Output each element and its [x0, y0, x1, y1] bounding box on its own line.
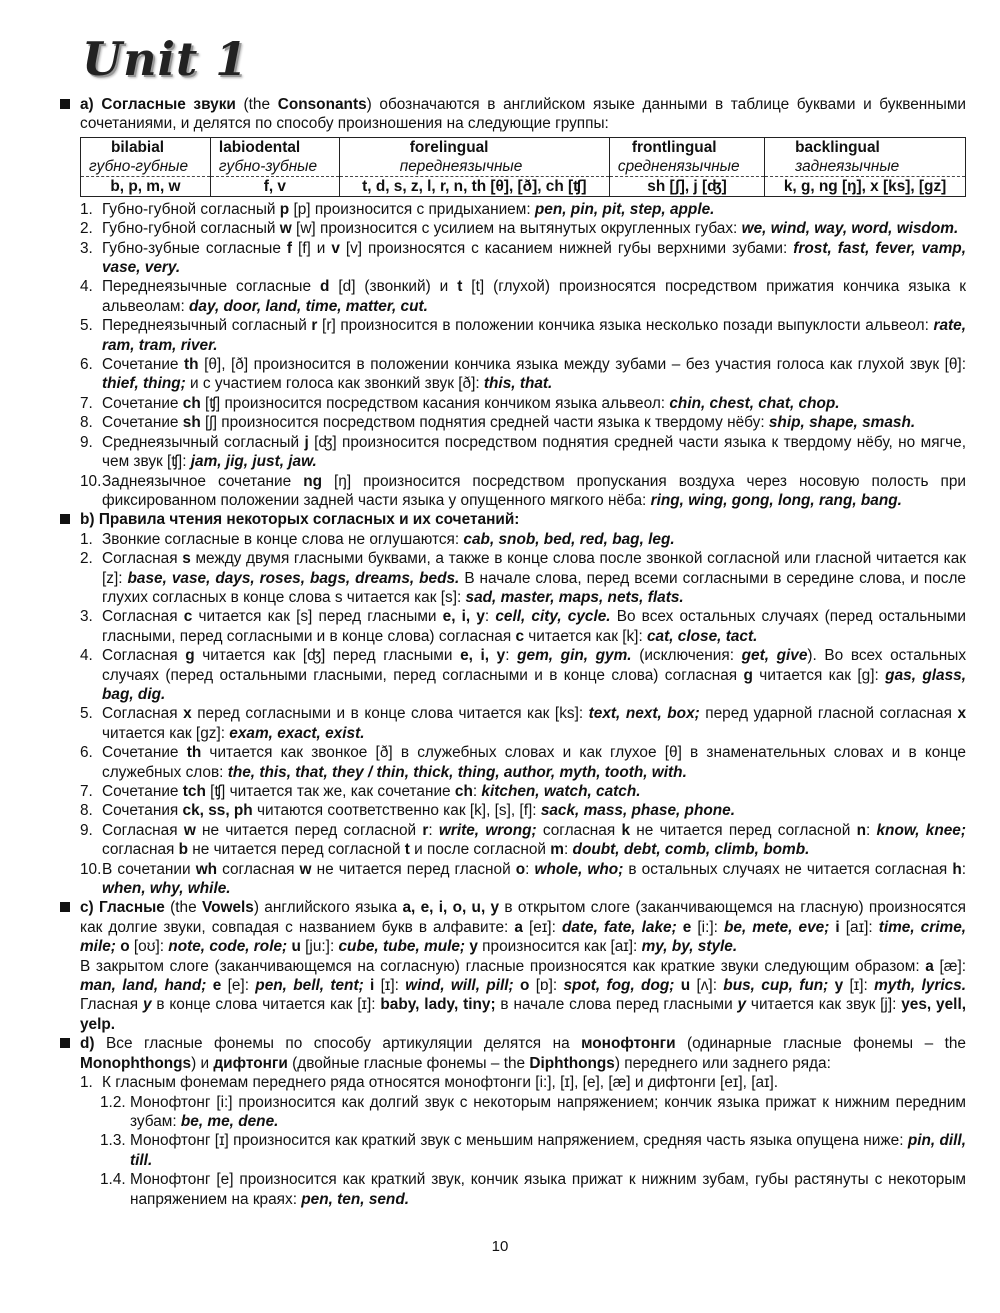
section-a-list	[60, 200, 966, 511]
item-text: :	[525, 860, 535, 878]
example-words: y	[737, 996, 747, 1014]
bullet-square-icon	[60, 902, 70, 912]
example-words: ship, shape, smash.	[768, 414, 916, 432]
table-cell: губно-губные	[81, 157, 211, 177]
example-words: when, why, while.	[102, 880, 231, 898]
item-text: [w] произносится с усилием на вытянутых округленных губах:	[291, 220, 742, 238]
example-words: sack, mass, phase, phone.	[540, 802, 735, 820]
example-words: myth, lyrics.	[874, 977, 966, 995]
letter: e, i, y	[442, 608, 485, 626]
list-item	[60, 530, 966, 549]
table-header: labiodental	[210, 137, 339, 157]
item-text: не читается перед согласной	[630, 821, 857, 839]
letter: ch	[182, 394, 201, 412]
item-text: Сочетание	[102, 783, 183, 800]
letter: g	[743, 666, 753, 684]
item-text: :	[961, 860, 966, 878]
example-words: cat, close, tact.	[647, 627, 758, 645]
example-words: we, wind, way, word, wisdom.	[741, 220, 959, 238]
item-text: [v] произносятся с касанием нижней губы верхними зубами:	[339, 239, 794, 257]
table-header: frontlingual	[609, 137, 764, 157]
item-text: Сочетание	[102, 414, 183, 432]
item-text: Согласная	[102, 550, 183, 568]
text: (the	[235, 96, 278, 113]
section-c	[60, 898, 966, 956]
letter: th	[184, 356, 199, 374]
letter: k	[621, 821, 631, 839]
letter: w	[299, 860, 312, 878]
item-text: [i:]:	[691, 918, 724, 936]
item-text: согласная	[217, 860, 300, 878]
letter: o	[520, 977, 530, 995]
item-text: (двойные гласные фонемы – the	[287, 1054, 530, 1072]
item-number: 6.	[80, 744, 93, 762]
example-words: y	[142, 996, 152, 1014]
item-number: 4.	[80, 278, 93, 296]
letter: yes, yell, yelp.	[80, 996, 966, 1033]
section-b-label: b)	[80, 511, 95, 529]
list-item	[60, 801, 966, 820]
item-text: Сочетание	[102, 394, 183, 412]
letter: Гласные	[98, 899, 165, 917]
example-words: this, that.	[483, 375, 553, 393]
letter: u	[680, 977, 691, 995]
example-words: chin, chest, chat, chop.	[669, 394, 840, 412]
table-cell: f, v	[210, 176, 339, 196]
example-words: my, by, style.	[641, 938, 738, 956]
example-words: gem, gin, gym.	[517, 647, 632, 665]
item-text: [f] и	[291, 239, 332, 257]
item-text: Монофтонг [e] произносится как краткий звук, кончик языка прижат к нижним зубам, губы растянуты с некоторым напряжением на краях:	[130, 1171, 966, 1208]
letter: b	[178, 841, 189, 859]
letter: w	[279, 220, 292, 238]
letter: n	[856, 821, 866, 839]
content	[60, 95, 966, 1209]
letter: g	[185, 647, 195, 665]
letter: Monophthongs	[80, 1054, 192, 1072]
list-item	[60, 821, 966, 860]
item-text: В закрытом слоге (заканчивающемся на согласную) гласные произносятся как краткие звуки следующим образом:	[80, 957, 926, 975]
item-text: К гласным фонемам переднего ряда относятся монофтонги [i:], [ɪ], [e], [æ] и дифтонги [eɪ], [aɪ].	[102, 1074, 779, 1092]
term-consonants: Consonants	[277, 96, 367, 113]
item-text: :	[865, 821, 877, 839]
letter: i	[835, 918, 840, 936]
item-text: [ʧ] читается так же, как сочетание	[205, 783, 455, 800]
list-item	[60, 549, 966, 607]
letter: t	[404, 841, 410, 859]
item-text: Согласная	[102, 821, 184, 839]
letter: j	[304, 433, 309, 451]
letter: t	[457, 278, 463, 296]
item-number: 1.3.	[100, 1132, 126, 1150]
example-words: write, wrong;	[438, 821, 537, 839]
item-text: :	[472, 783, 482, 800]
list-item	[60, 704, 966, 743]
item-text: [ju:]:	[300, 938, 339, 956]
letter: v	[331, 239, 340, 257]
item-text: ) английского языка	[253, 899, 403, 917]
item-text: в начале слова перед гласными	[495, 996, 738, 1014]
letter: r	[311, 317, 318, 335]
table-cell: губно-зубные	[210, 157, 339, 177]
item-text: читаются соответственно как [k], [s], [f]:	[252, 802, 541, 820]
list-item	[60, 219, 966, 238]
letter: h	[952, 860, 962, 878]
item-number: 1.	[80, 200, 93, 218]
section-a	[60, 95, 966, 134]
example-words: be, me, dene.	[180, 1112, 279, 1130]
item-text: [d] (звонкий) и	[329, 278, 458, 296]
list-item	[60, 472, 966, 511]
letter: a, e, i, o, u, y	[402, 899, 500, 917]
example-words: jam, jig, just, jaw.	[190, 453, 317, 471]
letter: a	[514, 918, 523, 936]
letter: x	[957, 705, 967, 723]
item-text: [ʤ] произносится посредством поднятия средней части языка к твердому нёбу, но мягче, чем звук [ʧ]:	[102, 433, 966, 471]
example-words: day, door, land, time, matter, cut.	[189, 297, 428, 315]
letter: f	[286, 239, 292, 257]
example-words: gas, glass, bag, dig.	[102, 666, 966, 703]
example-words: rate, ram, tram, river.	[102, 317, 966, 354]
item-text: читается как звонкое [ð] в служебных словах и как глухое [θ] в знаменательных словах и в конце служебных слов:	[102, 744, 966, 781]
item-number: 1.	[80, 1074, 93, 1092]
item-number: 7.	[80, 394, 93, 412]
item-text: :	[505, 647, 518, 665]
item-number: 6.	[80, 356, 93, 374]
example-words: cube, tube, mule;	[338, 938, 466, 956]
table-header: backlingual	[765, 137, 966, 157]
table-cell: sh [ʃ], j [ʤ]	[609, 176, 764, 196]
item-text: перед согласными и в конце слова читается как [ks]:	[191, 705, 589, 723]
item-text: читается как звук [j]:	[746, 996, 902, 1014]
list-item	[60, 607, 966, 646]
bullet-square-icon	[60, 514, 70, 524]
letter: ck, ss, ph	[182, 802, 253, 820]
list-item	[60, 277, 966, 316]
item-text: не читается перед гласной	[311, 860, 516, 878]
item-number: 10.	[80, 472, 102, 490]
item-number: 3.	[80, 608, 93, 626]
item-number: 3.	[80, 239, 93, 257]
section-a-label: a)	[80, 96, 94, 113]
item-text: читается как [g]:	[752, 666, 886, 684]
table-header-row	[81, 137, 966, 157]
item-text: Все гласные фонемы по способу артикуляции делятся на	[105, 1035, 582, 1053]
item-number: 4.	[80, 647, 93, 665]
item-text: Сочетания	[102, 802, 183, 820]
item-number: 1.4.	[100, 1171, 126, 1189]
example-words: date, fate, lake;	[561, 918, 677, 936]
item-text: Монофтонг [ɪ] произносится как краткий звук с меньшим напряжением, средняя часть языка опущена ниже:	[130, 1132, 908, 1150]
item-text: [p] произносится с придыханием:	[289, 200, 535, 218]
example-words: spot, fog, dog;	[563, 977, 675, 995]
item-text: читается как [s] перед гласными	[192, 608, 443, 626]
list-item	[60, 433, 966, 472]
item-text: Переднеязычные согласные	[102, 278, 320, 296]
letter: w	[183, 821, 196, 839]
example-words: note, code, role;	[168, 938, 288, 956]
item-text: [aɪ]:	[839, 918, 879, 936]
example-words: base, vase, days, roses, bags, dreams, beds.	[127, 569, 460, 587]
item-number: 8.	[80, 414, 93, 432]
letter: c	[183, 608, 193, 626]
letter: x	[183, 705, 192, 723]
list-item	[60, 239, 966, 278]
list-item	[60, 394, 966, 413]
letter: s	[182, 550, 191, 568]
example-words: cell, city, cycle.	[495, 608, 611, 626]
example-words: frost, fast, fever, vamp, vase, very.	[102, 239, 966, 277]
letter: ng	[303, 472, 323, 490]
item-text: [r] произносится в положении кончика языка несколько позади выпуклости альвеол:	[317, 317, 934, 335]
text: ) обозначаются в английском языке данными в таблице буквами и буквенными сочетаниями, и делятся по способу произношения на следующие группы:	[80, 96, 967, 133]
item-text: читается как [ʤ] перед гласными	[194, 647, 461, 665]
example-words: whole, who;	[534, 860, 624, 878]
item-text: [ʃ] произносится посредством поднятия средней части языка к твердому нёбу:	[200, 414, 769, 432]
item-text: :	[428, 821, 439, 839]
item-text: и с участием голоса как звонкий звук [ð]:	[185, 375, 484, 393]
item-text: и после согласной	[409, 841, 551, 859]
letter: дифтонги	[213, 1054, 288, 1072]
item-text: В начале слова, перед всеми согласными в середине слова, и после глухих согласных в конце слова s читается как [s]:	[102, 569, 966, 606]
sub-list-item	[60, 1170, 966, 1209]
example-words: doubt, debt, comb, climb, bomb.	[572, 841, 810, 859]
letter: d	[320, 278, 330, 296]
list-item	[60, 413, 966, 432]
item-text: ) переднего или заднего ряда:	[614, 1054, 831, 1072]
table-cell: заднеязычные	[765, 157, 966, 177]
table-cell: b, p, m, w	[81, 176, 211, 196]
section-d	[60, 1034, 966, 1073]
section-b-list	[60, 530, 966, 899]
table-cell: переднеязычные	[339, 157, 609, 177]
item-text: не читается перед согласной	[188, 841, 405, 859]
item-text: [ɪ]:	[843, 977, 875, 995]
section-d-sublist	[60, 1093, 966, 1209]
table-cell: k, g, ng [ŋ], x [ks], [gz]	[765, 176, 966, 196]
section-d-label: d)	[80, 1035, 95, 1053]
example-words: thief, thing;	[102, 375, 186, 393]
bullet-square-icon	[60, 99, 70, 109]
example-words: wind, will, pill;	[405, 977, 514, 995]
example-words: text, next, box;	[588, 705, 700, 723]
item-text: [æ]:	[933, 957, 967, 975]
item-number: 1.2.	[100, 1093, 126, 1111]
list-item	[60, 355, 966, 394]
item-text: [ɒ]:	[529, 977, 564, 995]
letter: r	[422, 821, 429, 839]
item-text: :	[563, 841, 573, 859]
item-text: Губно-зубные согласные	[102, 239, 287, 257]
item-number: 7.	[80, 783, 93, 800]
item-text: Согласная	[102, 647, 186, 665]
table-russian-row	[81, 157, 966, 177]
section-b-heading: Правила чтения некоторых согласных и их сочетаний:	[98, 511, 520, 529]
letter: Diphthongs	[529, 1054, 615, 1072]
item-text: согласная	[536, 821, 622, 839]
item-text: Монофтонг [i:] произносится как долгий звук с некоторым напряжением; кончик языка прижат к нижним передним зубам:	[130, 1093, 966, 1130]
example-words: sad, master, maps, nets, flats.	[465, 588, 684, 606]
letter: Vowels	[201, 899, 254, 917]
list-item	[60, 646, 966, 704]
letter: u	[291, 938, 301, 956]
item-number: 8.	[80, 802, 93, 820]
item-text: [ʧ] произносится посредством касания кончиком языка альвеол:	[200, 394, 670, 412]
item-text: Губно-губной согласный	[102, 200, 280, 218]
item-text: Согласная	[102, 705, 184, 723]
item-text: Гласная	[80, 996, 143, 1014]
section-b	[60, 510, 966, 529]
example-words: the, this, that, they / thin, thick, thing, author, myth, tooth, with.	[227, 763, 687, 781]
example-words: know, knee;	[876, 821, 966, 839]
example-words: pin, dill, till.	[130, 1132, 966, 1169]
item-text: :	[484, 608, 496, 626]
item-text: в конце слова читается как [ɪ]:	[151, 996, 381, 1014]
sub-list-item	[60, 1093, 966, 1132]
item-number: 5.	[80, 317, 93, 335]
letter: e	[682, 918, 692, 936]
example-words: kitchen, watch, catch.	[481, 783, 641, 800]
list-item	[60, 1073, 966, 1092]
table-cell: t, d, s, z, l, r, n, th [θ], [ð], ch [ʧ]	[339, 176, 609, 196]
item-text: [ʌ]:	[690, 977, 724, 995]
example-words: man, land, hand;	[80, 977, 207, 995]
list-item	[60, 743, 966, 782]
example-words: pen, pin, pit, step, apple.	[534, 200, 715, 218]
bullet-square-icon	[60, 1038, 70, 1048]
letter: o	[120, 938, 130, 956]
item-text: [ŋ] произносится посредством пропускания воздуха через носовую полость при фиксированном положении задней части языка у опущенного мягкого нёба:	[102, 472, 966, 509]
item-text: Среднеязычный согласный	[102, 433, 305, 451]
item-text: в открытом слоге (заканчивающемся на гласную) произносятся как долгие звуки, совпадая с названием букв в алфавите:	[80, 899, 967, 936]
item-number: 9.	[80, 821, 93, 839]
letter: p	[279, 200, 290, 218]
letter: e	[212, 977, 222, 995]
item-number: 10.	[80, 860, 102, 878]
letter: o	[515, 860, 526, 878]
sub-list-item	[60, 1131, 966, 1170]
list-item	[60, 782, 966, 801]
example-words: be, mete, eve;	[723, 918, 830, 936]
item-text: (одинарные гласные фонемы – the	[675, 1035, 966, 1053]
letter: baby, lady, tiny;	[380, 996, 496, 1014]
item-text: [oʊ]:	[129, 938, 169, 956]
item-text: Сочетание	[102, 744, 187, 762]
section-c-label: c)	[80, 899, 94, 917]
letter: a	[925, 957, 934, 975]
example-words: cab, snob, bed, red, bag, leg.	[463, 530, 675, 548]
item-text: [t] (глухой) произносятся посредством прижатия кончика языка к альвеолам:	[102, 278, 966, 315]
item-text: согласная	[102, 841, 179, 859]
item-text: (исключения:	[631, 647, 742, 665]
letter: sh	[182, 414, 201, 432]
letter: th	[186, 744, 202, 762]
example-words: time, crime, mile;	[80, 918, 967, 956]
item-text: [e]:	[221, 977, 256, 995]
letter: y	[834, 977, 844, 995]
table-letters-row	[81, 176, 966, 196]
item-text: (the	[164, 899, 202, 917]
item-text: не читается перед согласной	[195, 821, 423, 839]
example-words: bus, cup, fun;	[723, 977, 829, 995]
table-header: forelingual	[339, 137, 609, 157]
letter: e, i, y	[460, 647, 506, 665]
list-item	[60, 316, 966, 355]
item-text: ). Во всех остальных случаях (перед остальными гласными, перед согласными и в конце слова) согласная	[102, 647, 967, 684]
letter: монофтонги	[581, 1035, 676, 1053]
item-text: перед ударной гласной согласная	[699, 705, 958, 723]
example-words: pen, bell, tent;	[255, 977, 364, 995]
item-text: В сочетании	[102, 860, 196, 878]
letter: y	[469, 938, 478, 956]
item-number: 9.	[80, 433, 93, 451]
example-words: exam, exact, exist.	[229, 724, 365, 742]
item-text: [θ], [ð] произносится в положении кончика языка между зубами – без участия голоса как глухой звук [θ]:	[198, 356, 966, 374]
table-header: bilabial	[81, 137, 211, 157]
item-number: 2.	[80, 550, 93, 568]
consonants-table	[80, 137, 966, 197]
list-item	[60, 200, 966, 219]
item-text: читается как [k]:	[524, 627, 647, 645]
item-text: ) и	[191, 1054, 214, 1072]
page-number: 10	[491, 1238, 509, 1255]
list-item	[60, 860, 966, 899]
item-number: 1.	[80, 530, 93, 548]
item-text: Согласная	[102, 608, 184, 626]
example-words: pen, ten, send.	[301, 1190, 410, 1208]
unit-title: Unit 1	[82, 32, 249, 86]
table-cell: средненязычные	[609, 157, 764, 177]
letter: c	[515, 627, 524, 645]
item-text: [eɪ]:	[522, 918, 562, 936]
example-words: ring, wing, gong, long, rang, bang.	[650, 491, 902, 509]
item-text: Заднеязычное сочетание	[102, 472, 304, 490]
item-text: Губно-губной согласный	[102, 220, 280, 238]
letter: tch	[182, 783, 206, 800]
section-c-para2	[60, 957, 966, 1035]
item-number: 2.	[80, 220, 93, 238]
letter: wh	[195, 860, 218, 878]
letter: ch	[454, 783, 473, 800]
item-text: в остальных случаях не читается согласная	[623, 860, 953, 878]
letter: m	[550, 841, 564, 859]
item-text: Звонкие согласные в конце слова не оглушаются:	[102, 530, 464, 548]
item-text: [ɪ]:	[374, 977, 406, 995]
item-text: произносится как [aɪ]:	[477, 938, 642, 956]
item-text: Сочетание	[102, 356, 185, 374]
section-a-heading: Согласные звуки	[101, 96, 236, 113]
item-text: между двумя гласными буквами, а также в конце слова после звонкой согласной или гласной читается как [z]:	[102, 550, 966, 587]
item-text: читается как [gz]:	[102, 724, 230, 742]
example-words: get, give	[741, 647, 808, 665]
item-text: Во всех остальных случаях (перед остальными гласными, перед согласными и в конце слова) согласная	[102, 608, 967, 645]
letter: i	[370, 977, 375, 995]
item-text: Переднеязычный согласный	[102, 317, 312, 335]
item-number: 5.	[80, 705, 93, 723]
